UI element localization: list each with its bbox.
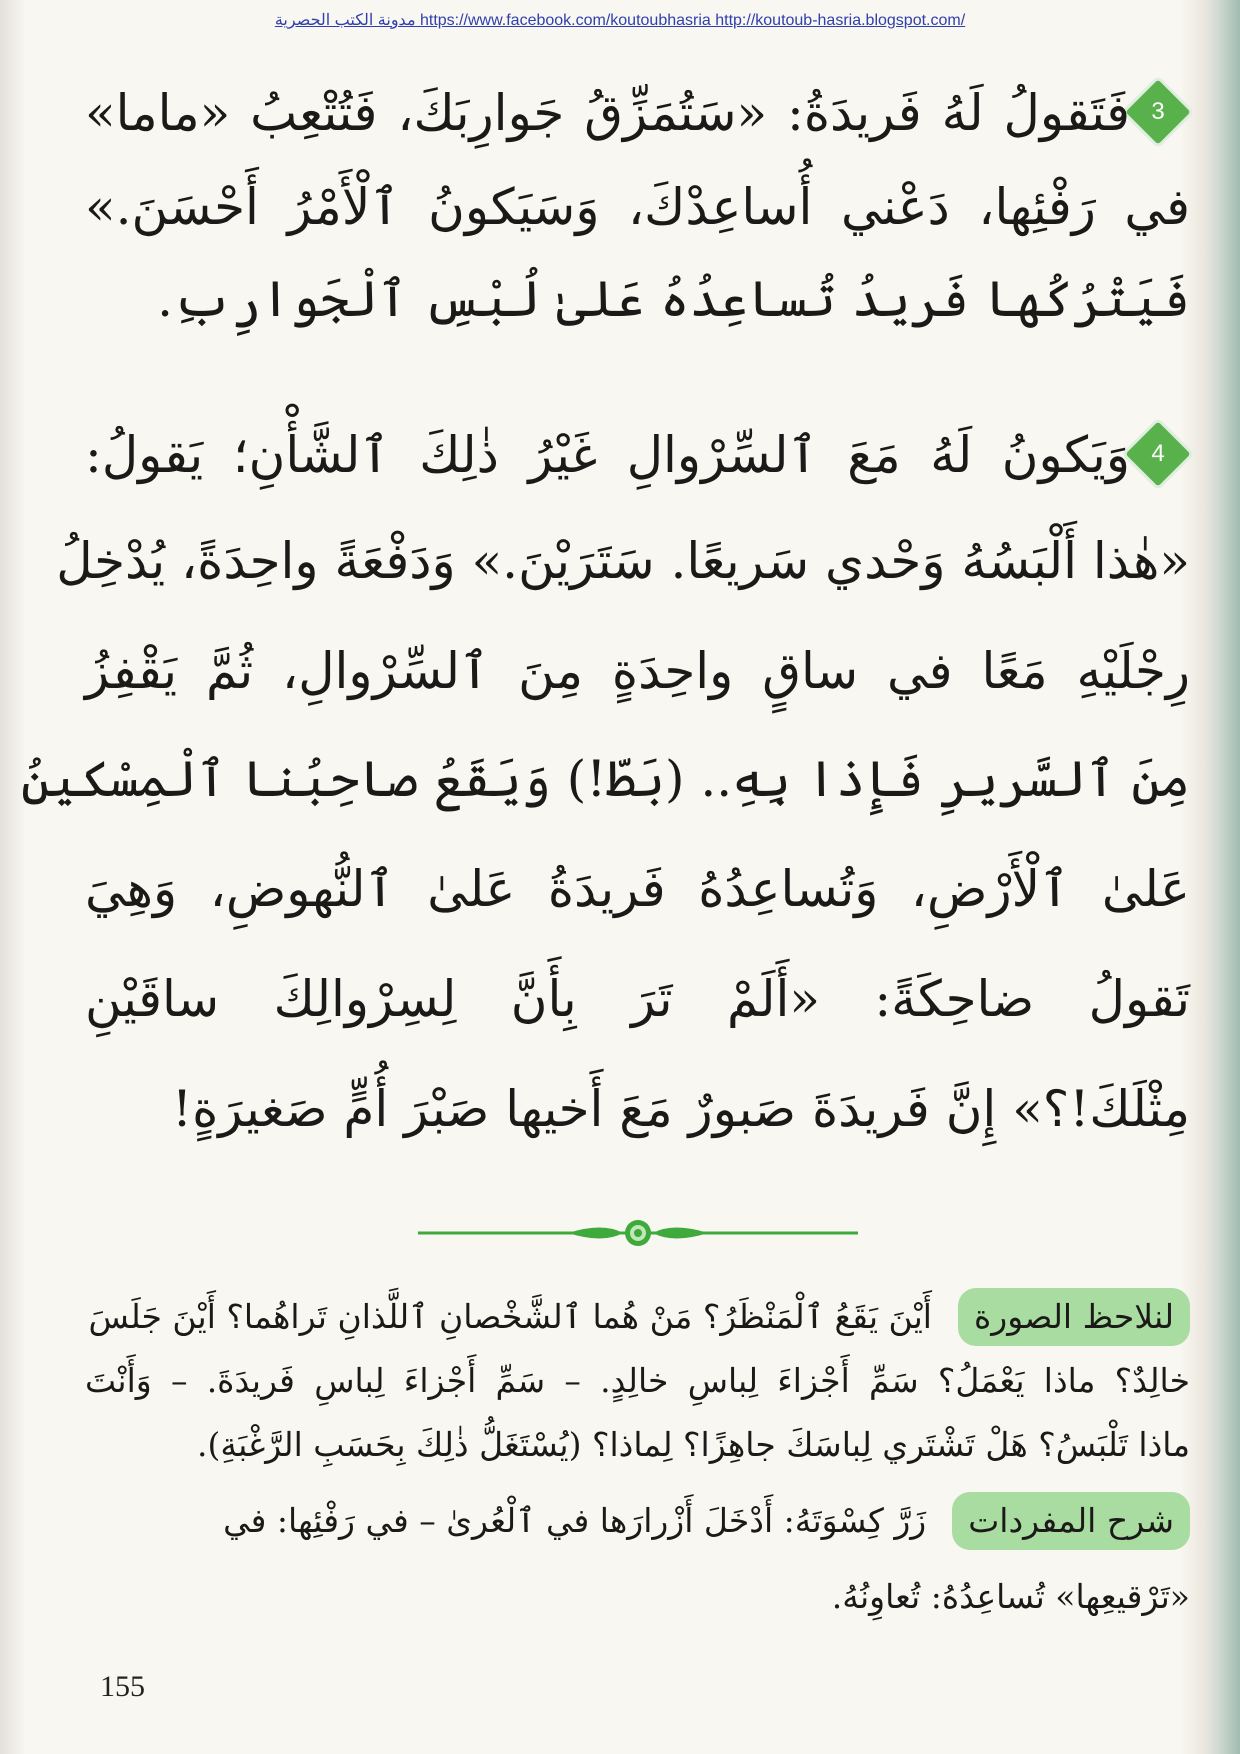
paragraph-4-line-6: تَقولُ ضاحِكَةً: «أَلَمْ تَرَ بِأَنَّ لِسِرْوالِكَ ساقَيْنِ bbox=[85, 970, 1190, 1028]
vocab-text-1: زَرَّ كِسْوَتَهُ: أَدْخَلَ أَزْرارَها في ٱلْعُرىٰ – في رَفْئِها: في bbox=[223, 1501, 927, 1540]
observe-text-1: أَيْنَ يَقَعُ ٱلْمَنْظَرُ؟ مَنْ هُما ٱلشَّخْصانِ ٱللَّذانِ تَراهُما؟ أَيْنَ جَلَسَ bbox=[88, 1297, 932, 1336]
header-blog-link[interactable]: مدونة الكتب الحصرية https://www.facebook.com/koutoubhasria http://koutoub-hasria.blogspot.com/ bbox=[274, 12, 966, 29]
paragraph-3-line-1: فَتَقولُ لَهُ فَريدَةُ: «سَتُمَزِّقُ جَوارِبَكَ، فَتُتْعِبُ «ماما» bbox=[85, 84, 1130, 142]
page-number: 155 bbox=[100, 1670, 145, 1703]
vocab-line-1 bbox=[85, 1492, 1190, 1550]
paragraph-3-line-3: فَيَتْرُكُها فَريدُ تُساعِدُهُ عَلىٰ لُبْسِ ٱلْجَوارِبِ. bbox=[157, 270, 1190, 328]
ornament-divider bbox=[418, 1218, 858, 1248]
paragraph-3-number: 3 bbox=[1151, 98, 1165, 125]
observe-line-3: ماذا تَلْبَسُ؟ هَلْ تَشْتَري لِباسَكَ جاهِزًا؟ لِماذا؟ (يُسْتَغَلُّ ذٰلِكَ بِحَسَبِ الرَّغْبَةِ). bbox=[197, 1425, 1190, 1464]
paragraph-4-number: 4 bbox=[1151, 440, 1165, 467]
paragraph-3-line-2: في رَفْئِها، دَعْني أُساعِدْكَ، وَسَيَكونُ ٱلْأَمْرُ أَحْسَنَ.» bbox=[85, 178, 1190, 236]
paragraph-4-line-5: عَلىٰ ٱلْأَرْضِ، وَتُساعِدُهُ فَريدَةُ عَلىٰ ٱلنُّهوضِ، وَهِيَ bbox=[85, 860, 1190, 918]
page-left-shadow bbox=[0, 0, 26, 1754]
paragraph-4-line-3: رِجْلَيْهِ مَعًا في ساقٍ واحِدَةٍ مِنَ ٱلسِّرْوالِ، ثُمَّ يَقْفِزُ bbox=[85, 642, 1190, 700]
observe-tag: لنلاحظ الصورة bbox=[958, 1288, 1190, 1346]
observe-line-1 bbox=[85, 1288, 1190, 1346]
observe-line-2: خالِدٌ؟ ماذا يَعْمَلُ؟ سَمِّ أَجْزاءَ لِباسِ خالِدٍ. – سَمِّ أَجْزاءَ لِباسِ فَريدَةَ. – وَأَنْتَ bbox=[85, 1361, 1190, 1400]
paragraph-4-line-2: «هٰذا أَلْبَسُهُ وَحْدي سَريعًا. سَتَرَيْنَ.» وَدَفْعَةً واحِدَةً، يُدْخِلُ bbox=[56, 532, 1190, 590]
vocab-line-2: «تَرْقيعِها» تُساعِدُهُ: تُعاوِنُهُ. bbox=[831, 1577, 1190, 1616]
vocab-tag: شرح المفردات bbox=[952, 1492, 1190, 1550]
paragraph-4-line-7: مِثْلَكَ!؟» إِنَّ فَريدَةَ صَبورٌ مَعَ أَخيها صَبْرَ أُمٍّ صَغيرَةٍ! bbox=[172, 1080, 1190, 1138]
paragraph-4-line-1: وَيَكونُ لَهُ مَعَ ٱلسِّرْوالِ غَيْرُ ذٰلِكَ ٱلشَّأْنِ؛ يَقولُ: bbox=[85, 426, 1130, 484]
paragraph-4-line-4: مِنَ ٱلسَّريرِ فَإِذا بِهِ.. (بَطّ!) وَيَقَعُ صاحِبُنا ٱلْمِسْكينُ bbox=[21, 750, 1190, 808]
